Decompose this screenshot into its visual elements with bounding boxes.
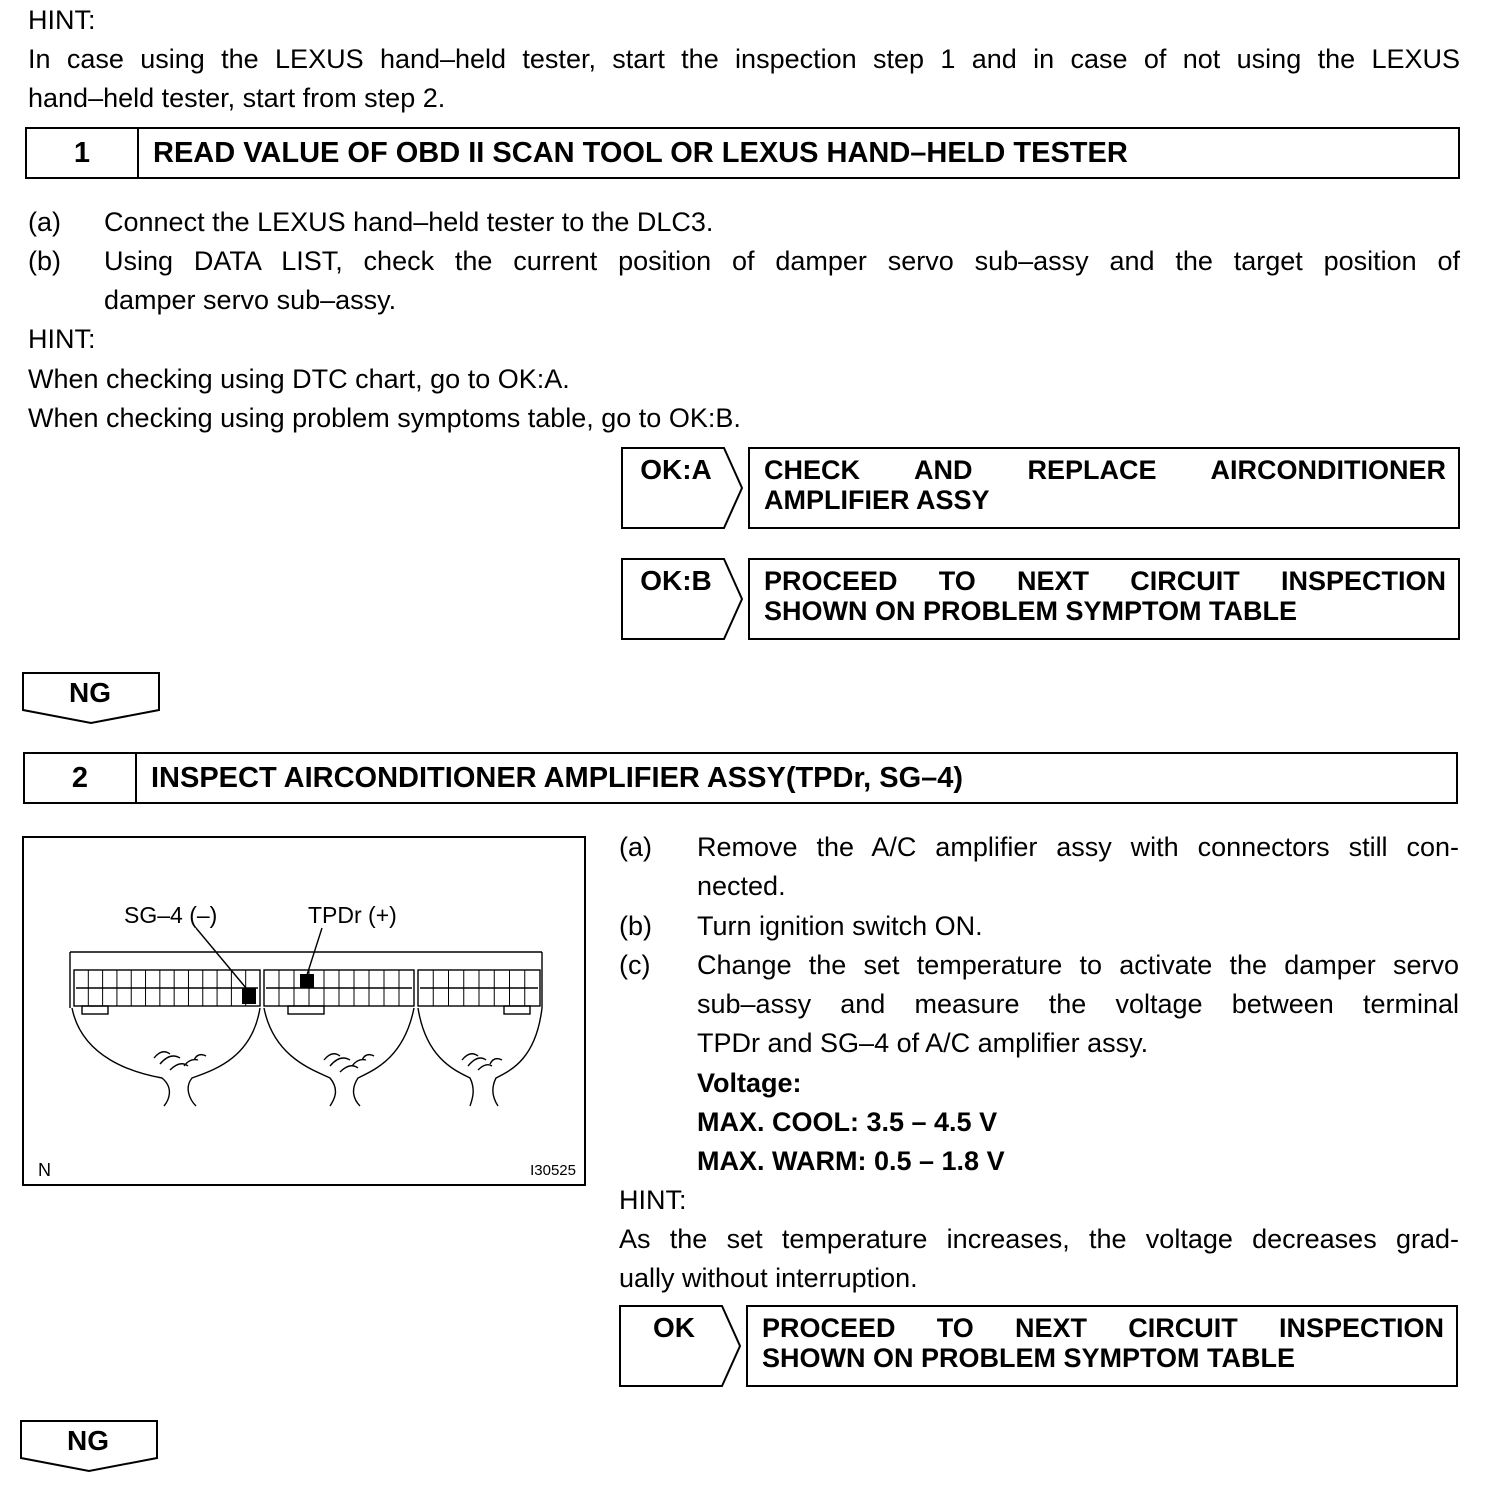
ng-2-arrow <box>20 1420 160 1474</box>
ok-a-result-line2: AMPLIFIER ASSY <box>764 485 990 515</box>
ok-b-label: OK:B <box>640 565 712 596</box>
ok-b-result-line1: PROCEED TO NEXT CIRCUIT INSPECTION <box>764 566 1446 596</box>
step-1-number: 1 <box>27 129 139 177</box>
ok-result-box <box>746 1305 1458 1387</box>
voltage-heading: Voltage: <box>697 1068 802 1098</box>
connector-illustration <box>24 838 588 1188</box>
ok-label: OK <box>653 1312 695 1343</box>
terminal-sg4 <box>242 988 256 1004</box>
figure-corner-right: I30525 <box>530 1162 576 1179</box>
step-2-number: 2 <box>25 754 137 802</box>
figure-corner-left: N <box>38 1160 51 1180</box>
step2-c-line2: sub–assy and measure the voltage between terminal <box>697 989 1459 1019</box>
step2-hint-line2: ually without interruption. <box>619 1263 918 1293</box>
step1-b-label: (b) <box>28 246 61 276</box>
step-1-title: READ VALUE OF OBD II SCAN TOOL OR LEXUS HAND–HELD TESTER <box>153 136 1128 169</box>
step-2-title: INSPECT AIRCONDITIONER AMPLIFIER ASSY(TPDr, SG–4) <box>151 761 964 794</box>
ok-b-result-line2: SHOWN ON PROBLEM SYMPTOM TABLE <box>764 596 1297 626</box>
step-1-header <box>25 127 1460 179</box>
ng-1-arrow <box>22 672 162 726</box>
ng-1-label: NG <box>69 677 111 708</box>
ok-b-arrow <box>621 558 745 642</box>
voltage-max-warm: MAX. WARM: 0.5 – 1.8 V <box>697 1146 1005 1176</box>
ok-a-arrow <box>621 447 745 531</box>
hint-heading: HINT: <box>28 5 96 35</box>
step2-b-text: Turn ignition switch ON. <box>697 911 983 941</box>
step2-b-label: (b) <box>619 911 652 941</box>
ng-2-label: NG <box>67 1425 109 1456</box>
step1-b-line1: Using DATA LIST, check the current position of damper servo sub–assy and the target position of <box>104 246 1460 276</box>
step1-a-label: (a) <box>28 207 61 237</box>
step1-hint-heading: HINT: <box>28 324 96 354</box>
terminal-tpdr <box>300 974 314 988</box>
hint-text-line1: In case using the LEXUS hand–held tester, start the inspection step 1 and in case of not using the LEXUS <box>28 44 1460 74</box>
ok-a-result-line1: CHECK AND REPLACE AIRCONDITIONER <box>764 455 1446 485</box>
step2-hint-heading: HINT: <box>619 1185 687 1215</box>
voltage-max-cool: MAX. COOL: 3.5 – 4.5 V <box>697 1107 998 1137</box>
step2-a-label: (a) <box>619 832 652 862</box>
hint-text-line2: hand–held tester, start from step 2. <box>28 83 446 113</box>
ok-a-result-box <box>748 447 1460 529</box>
ok-b-result-box <box>748 558 1460 640</box>
ok-result-line2: SHOWN ON PROBLEM SYMPTOM TABLE <box>762 1343 1295 1373</box>
ok-a-label: OK:A <box>640 454 712 485</box>
connector-diagram <box>22 836 586 1186</box>
step-2-header <box>23 752 1458 804</box>
step2-c-line1: Change the set temperature to activate the damper servo <box>697 950 1459 980</box>
step2-c-line3: TPDr and SG–4 of A/C amplifier assy. <box>697 1028 1149 1058</box>
figure-label-tpdr: TPDr (+) <box>308 902 397 928</box>
ok-arrow <box>619 1305 743 1389</box>
figure-label-sg4: SG–4 (–) <box>124 902 218 928</box>
step1-hint-line2: When checking using problem symptoms table, go to OK:B. <box>28 403 741 433</box>
step2-hint-line1: As the set temperature increases, the voltage decreases grad- <box>619 1224 1459 1254</box>
step1-a-text: Connect the LEXUS hand–held tester to the DLC3. <box>104 207 714 237</box>
step2-a-line2: nected. <box>697 871 786 901</box>
step2-c-label: (c) <box>619 950 651 980</box>
step1-b-line2: damper servo sub–assy. <box>104 285 397 315</box>
ok-result-line1: PROCEED TO NEXT CIRCUIT INSPECTION <box>762 1313 1444 1343</box>
step2-a-line1: Remove the A/C amplifier assy with connectors still con- <box>697 832 1459 862</box>
step1-hint-line1: When checking using DTC chart, go to OK:A. <box>28 364 570 394</box>
